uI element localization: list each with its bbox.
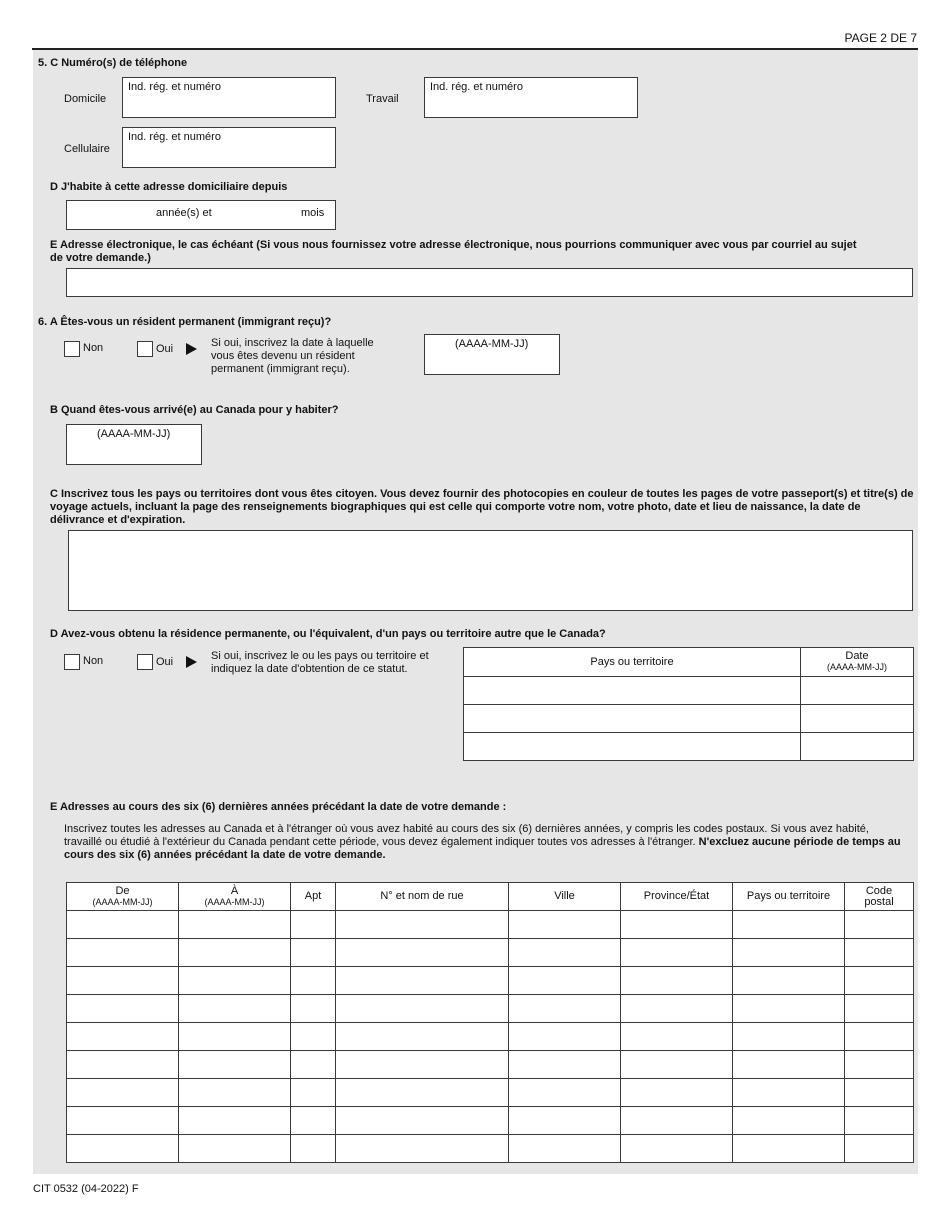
city-cell[interactable] bbox=[509, 939, 621, 967]
col-to-header bbox=[179, 883, 291, 911]
address-table-body bbox=[67, 911, 914, 1163]
table-row bbox=[67, 1051, 914, 1079]
city-cell[interactable] bbox=[509, 1135, 621, 1163]
cell-phone-input[interactable] bbox=[122, 127, 336, 168]
col-date-format: (AAAA-MM-JJ) bbox=[827, 662, 887, 672]
to-cell[interactable] bbox=[179, 1051, 291, 1079]
province-cell[interactable] bbox=[621, 1135, 733, 1163]
province-cell[interactable] bbox=[621, 1107, 733, 1135]
q6d-yes-label: Oui bbox=[156, 656, 174, 668]
col-street-header: N° et nom de rue bbox=[336, 883, 509, 911]
arrow-right-icon bbox=[186, 656, 197, 668]
apt-cell[interactable] bbox=[291, 1135, 336, 1163]
q6e-instructions bbox=[64, 823, 909, 862]
country-cell[interactable] bbox=[733, 939, 845, 967]
from-cell[interactable] bbox=[67, 911, 179, 939]
from-cell[interactable] bbox=[67, 1107, 179, 1135]
table-row bbox=[67, 911, 914, 939]
from-cell[interactable] bbox=[67, 1023, 179, 1051]
city-cell[interactable] bbox=[509, 911, 621, 939]
province-cell[interactable] bbox=[621, 1079, 733, 1107]
to-cell[interactable] bbox=[179, 911, 291, 939]
q6e-instructions-text: Inscrivez toutes les adresses au Canada et à l'étranger où vous avez habité au cours des six (6) dernières années, y compris les codes postaux. Si vous avez habité, travaillé ou étudié à l'extérieur du Canada pendant cette période, vous devez également indiquer toutes vos adresses à l'étranger. bbox=[64, 823, 869, 848]
street-cell[interactable] bbox=[336, 1135, 509, 1163]
date-cell[interactable] bbox=[801, 677, 914, 705]
province-cell[interactable] bbox=[621, 911, 733, 939]
country-cell[interactable] bbox=[733, 911, 845, 939]
home-phone-placeholder: Ind. rég. et numéro bbox=[128, 81, 221, 93]
q5d-heading: D J'habite à cette adresse domiciliaire depuis bbox=[50, 181, 288, 193]
cell-phone-placeholder: Ind. rég. et numéro bbox=[128, 131, 221, 143]
col-province-header: Province/État bbox=[621, 883, 733, 911]
residence-duration-input[interactable] bbox=[66, 200, 336, 230]
home-phone-label: Domicile bbox=[64, 93, 107, 105]
apt-cell[interactable] bbox=[291, 967, 336, 995]
col-country-header: Pays ou territoire bbox=[464, 648, 801, 677]
col-from-format: (AAAA-MM-JJ) bbox=[92, 896, 153, 907]
q5c-heading: 5. C Numéro(s) de téléphone bbox=[38, 57, 188, 69]
form-code: CIT 0532 (04-2022) F bbox=[33, 1183, 139, 1195]
q6c-heading: C Inscrivez tous les pays ou territoires dont vous êtes citoyen. Vous devez fournir des photocopies en couleur de toutes les pages de votre passeport(s) et titre(s) de voyage actuels, incluant la page des renseignements biographiques qui est celle qui comporte votre nom, votre photo, date et lieu de naissance, la date de délivrance et d'expiration. bbox=[50, 488, 914, 526]
to-cell[interactable] bbox=[179, 995, 291, 1023]
street-cell[interactable] bbox=[336, 911, 509, 939]
province-cell[interactable] bbox=[621, 1023, 733, 1051]
work-phone-placeholder: Ind. rég. et numéro bbox=[430, 81, 523, 93]
q6d-no-checkbox[interactable] bbox=[64, 654, 80, 670]
table-row bbox=[464, 677, 914, 705]
other-residence-table bbox=[463, 647, 914, 761]
q6a-yes-checkbox[interactable] bbox=[137, 341, 153, 357]
postal-cell[interactable] bbox=[845, 939, 914, 967]
country-cell[interactable] bbox=[733, 1023, 845, 1051]
pr-date-format: (AAAA-MM-JJ) bbox=[455, 338, 529, 350]
city-cell[interactable] bbox=[509, 967, 621, 995]
col-to-format: (AAAA-MM-JJ) bbox=[204, 896, 265, 907]
q6a-heading: 6. A Êtes-vous un résident permanent (immigrant reçu)? bbox=[38, 316, 332, 328]
table-row bbox=[67, 1135, 914, 1163]
table-row bbox=[67, 939, 914, 967]
street-cell[interactable] bbox=[336, 939, 509, 967]
to-cell[interactable] bbox=[179, 1107, 291, 1135]
from-cell[interactable] bbox=[67, 1135, 179, 1163]
q6d-yes-checkbox[interactable] bbox=[137, 654, 153, 670]
country-cell[interactable] bbox=[464, 705, 801, 733]
city-cell[interactable] bbox=[509, 995, 621, 1023]
apt-cell[interactable] bbox=[291, 911, 336, 939]
country-cell[interactable] bbox=[733, 1079, 845, 1107]
street-cell[interactable] bbox=[336, 995, 509, 1023]
months-label: mois bbox=[301, 207, 325, 219]
postal-cell[interactable] bbox=[845, 1051, 914, 1079]
home-phone-input[interactable] bbox=[122, 77, 336, 118]
to-cell[interactable] bbox=[179, 1135, 291, 1163]
cell-phone-label: Cellulaire bbox=[64, 143, 110, 155]
q6e-instructions-bold: N'excluez aucune période de temps au cours des six (6) années précédant la date de votre demande. bbox=[64, 836, 901, 861]
apt-cell[interactable] bbox=[291, 1023, 336, 1051]
street-cell[interactable] bbox=[336, 1023, 509, 1051]
apt-cell[interactable] bbox=[291, 1107, 336, 1135]
from-cell[interactable] bbox=[67, 1051, 179, 1079]
q6b-heading: B Quand êtes-vous arrivé(e) au Canada pour y habiter? bbox=[50, 404, 339, 416]
q6d-heading: D Avez-vous obtenu la résidence permanente, ou l'équivalent, d'un pays ou territoire autre que le Canada? bbox=[50, 628, 606, 640]
city-cell[interactable] bbox=[509, 1023, 621, 1051]
country-cell[interactable] bbox=[464, 677, 801, 705]
col-date-header bbox=[801, 648, 914, 677]
table-row bbox=[464, 705, 914, 733]
table-row bbox=[67, 995, 914, 1023]
table-row bbox=[67, 967, 914, 995]
table-row bbox=[67, 1079, 914, 1107]
col-from-header bbox=[67, 883, 179, 911]
country-cell[interactable] bbox=[733, 1107, 845, 1135]
pr-date-input[interactable] bbox=[424, 334, 560, 375]
street-cell[interactable] bbox=[336, 1051, 509, 1079]
province-cell[interactable] bbox=[621, 939, 733, 967]
apt-cell[interactable] bbox=[291, 1051, 336, 1079]
table-row bbox=[67, 1023, 914, 1051]
from-cell[interactable] bbox=[67, 995, 179, 1023]
country-cell[interactable] bbox=[733, 967, 845, 995]
arrow-right-icon bbox=[186, 343, 197, 355]
years-label: année(s) et bbox=[156, 207, 212, 219]
col-to-label: À bbox=[230, 884, 239, 897]
postal-cell[interactable] bbox=[845, 1135, 914, 1163]
province-cell[interactable] bbox=[621, 1051, 733, 1079]
q6a-yes-label: Oui bbox=[156, 343, 174, 355]
col-postal-header: Code postal bbox=[845, 883, 914, 911]
to-cell[interactable] bbox=[179, 939, 291, 967]
from-cell[interactable] bbox=[67, 967, 179, 995]
date-cell[interactable] bbox=[801, 733, 914, 761]
col-city-header: Ville bbox=[509, 883, 621, 911]
citizenship-countries-input[interactable] bbox=[68, 530, 913, 611]
q6e-heading: E Adresses au cours des six (6) dernières années précédant la date de votre demande : bbox=[50, 801, 507, 813]
postal-cell[interactable] bbox=[845, 1023, 914, 1051]
country-cell[interactable] bbox=[464, 733, 801, 761]
apt-cell[interactable] bbox=[291, 995, 336, 1023]
apt-cell[interactable] bbox=[291, 1079, 336, 1107]
q6d-if-yes-text: Si oui, inscrivez le ou les pays ou territoire et indiquez la date d'obtention de ce statut. bbox=[211, 650, 429, 675]
col-from-label: De bbox=[115, 884, 130, 897]
table-row bbox=[67, 1107, 914, 1135]
col-apt-header: Apt bbox=[291, 883, 336, 911]
city-cell[interactable] bbox=[509, 1107, 621, 1135]
province-cell[interactable] bbox=[621, 967, 733, 995]
q6a-no-label: Non bbox=[83, 342, 104, 354]
country-cell[interactable] bbox=[733, 1051, 845, 1079]
postal-cell[interactable] bbox=[845, 911, 914, 939]
apt-cell[interactable] bbox=[291, 939, 336, 967]
country-cell[interactable] bbox=[733, 995, 845, 1023]
from-cell[interactable] bbox=[67, 1079, 179, 1107]
country-cell[interactable] bbox=[733, 1135, 845, 1163]
work-phone-input[interactable] bbox=[424, 77, 638, 118]
to-cell[interactable] bbox=[179, 1023, 291, 1051]
arrival-date-format: (AAAA-MM-JJ) bbox=[97, 428, 171, 440]
q6a-if-yes-text: Si oui, inscrivez la date à laquelle vous êtes devenu un résident permanent (immigrant reçu). bbox=[211, 337, 374, 375]
to-cell[interactable] bbox=[179, 1079, 291, 1107]
postal-cell[interactable] bbox=[845, 1107, 914, 1135]
q5e-heading: E Adresse électronique, le cas échéant (Si vous nous fournissez votre adresse électronique, nous pourrions communiquer avec vous par courriel au sujet de votre demande.) bbox=[50, 239, 857, 264]
street-cell[interactable] bbox=[336, 1107, 509, 1135]
from-cell[interactable] bbox=[67, 939, 179, 967]
col-date-label: Date bbox=[845, 650, 869, 662]
page-number: PAGE 2 DE 7 bbox=[844, 31, 917, 45]
street-cell[interactable] bbox=[336, 1079, 509, 1107]
province-cell[interactable] bbox=[621, 995, 733, 1023]
table-header-row bbox=[464, 648, 914, 677]
email-input[interactable] bbox=[66, 268, 913, 297]
work-phone-label: Travail bbox=[366, 93, 399, 105]
city-cell[interactable] bbox=[509, 1051, 621, 1079]
q6a-no-checkbox[interactable] bbox=[64, 341, 80, 357]
street-cell[interactable] bbox=[336, 967, 509, 995]
postal-cell[interactable] bbox=[845, 995, 914, 1023]
q6d-no-label: Non bbox=[83, 655, 104, 667]
postal-cell[interactable] bbox=[845, 1079, 914, 1107]
to-cell[interactable] bbox=[179, 967, 291, 995]
table-row bbox=[464, 733, 914, 761]
address-history-table bbox=[66, 882, 914, 1163]
date-cell[interactable] bbox=[801, 705, 914, 733]
arrival-date-input[interactable] bbox=[66, 424, 202, 465]
col-country-header: Pays ou territoire bbox=[733, 883, 845, 911]
city-cell[interactable] bbox=[509, 1079, 621, 1107]
postal-cell[interactable] bbox=[845, 967, 914, 995]
table-header-row bbox=[67, 883, 914, 911]
